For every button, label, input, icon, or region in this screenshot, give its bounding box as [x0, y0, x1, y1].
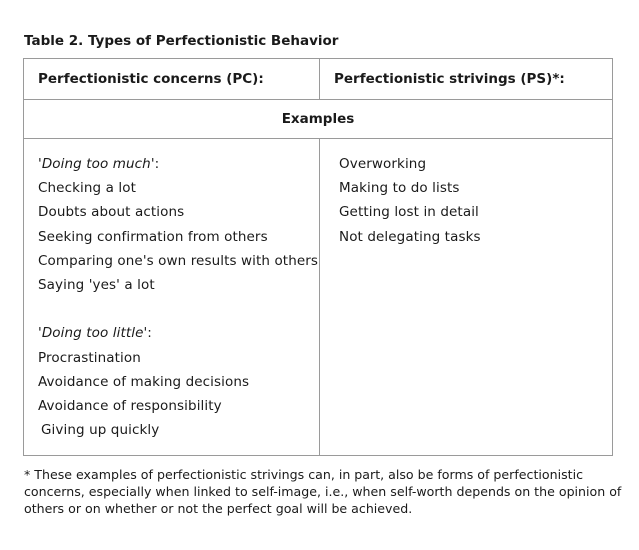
pc-group-heading-too-much — [38, 152, 319, 176]
quote-open: ' — [38, 325, 42, 342]
pc-examples-cell — [24, 139, 319, 455]
quote-open: ' — [38, 156, 42, 172]
table-footnote: * These examples of perfectionistic strivings can, in part, also be forms of perfectionistic concerns, especially when linked to self-image, i.e., when self-worth depends on the opinion of others or on whether or not the perfect goal will be achieved. — [24, 467, 622, 516]
behavior-table — [23, 58, 613, 456]
list-item: Not delegating tasks — [339, 228, 481, 245]
list-item: Avoidance of making decisions — [38, 373, 250, 390]
list-item: Checking a lot — [38, 180, 136, 197]
list-item: Saying 'yes' a lot — [38, 276, 155, 293]
quote-close: ': — [150, 156, 160, 172]
ps-examples-cell — [319, 139, 612, 455]
group-spacer — [38, 297, 319, 321]
list-item: Avoidance of responsibility — [38, 397, 222, 414]
pc-group-heading-too-little — [38, 321, 319, 345]
list-item: Procrastination — [38, 349, 141, 366]
list-item: Seeking confirmation from others — [38, 228, 268, 245]
group-title: Doing too little — [41, 325, 144, 342]
table-header-row — [24, 59, 612, 100]
group-title: Doing too much — [41, 156, 151, 172]
list-item: Doubts about actions — [38, 204, 185, 221]
list-item: Giving up quickly — [41, 422, 160, 439]
list-item: Overworking — [339, 156, 427, 172]
list-item: Comparing one's own results with others — [38, 252, 319, 269]
list-item: Getting lost in detail — [339, 204, 479, 221]
table-caption: Table 2. Types of Perfectionistic Behavior — [24, 33, 339, 49]
header-perfectionistic-concerns: Perfectionistic concerns (PC): — [38, 71, 264, 87]
examples-row: Examples — [24, 100, 612, 139]
header-perfectionistic-strivings: Perfectionistic strivings (PS)*: — [319, 59, 612, 99]
quote-close: ': — [143, 325, 152, 342]
list-item: Making to do lists — [339, 180, 460, 197]
